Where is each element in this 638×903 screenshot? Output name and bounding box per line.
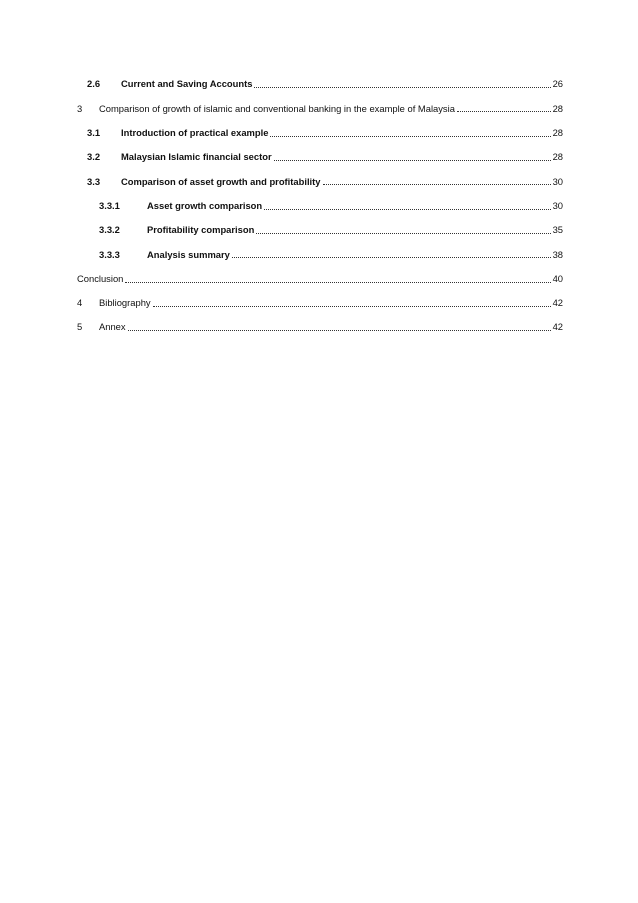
dot-leader bbox=[153, 297, 551, 307]
toc-entry-number: 3.1 bbox=[87, 127, 101, 139]
toc-entry-title: Asset growth comparison bbox=[147, 199, 263, 211]
toc-entry-3-2 bbox=[77, 145, 563, 169]
toc-entry-title: Comparison of growth of islamic and conventional banking in the example of Malaysia bbox=[99, 102, 455, 114]
toc-entry-page: 30 bbox=[552, 199, 563, 211]
toc-entry-number: 3.3.2 bbox=[99, 224, 120, 236]
toc-entry-title: Comparison of asset growth and profitability bbox=[121, 175, 321, 187]
dot-leader bbox=[128, 321, 551, 331]
toc-entry-page: 42 bbox=[552, 321, 563, 333]
toc-entry-page: 28 bbox=[552, 102, 563, 114]
toc-entry-3-3-2 bbox=[77, 218, 563, 242]
toc-entry-page: 40 bbox=[552, 272, 563, 284]
dot-leader bbox=[256, 224, 550, 234]
toc-entry-3-3-3 bbox=[77, 242, 563, 266]
dot-leader bbox=[254, 78, 550, 88]
toc-entry-page: 28 bbox=[552, 151, 563, 163]
toc-entry-number: 3.3.1 bbox=[99, 199, 120, 211]
toc-entry-number: 3.2 bbox=[87, 151, 101, 163]
dot-leader bbox=[125, 273, 550, 283]
toc-entry-number: 5 bbox=[77, 321, 83, 333]
dot-leader bbox=[323, 175, 551, 185]
toc-entry-number: 3.3.3 bbox=[99, 248, 120, 260]
toc-entry-2-6 bbox=[77, 72, 563, 96]
toc-entry-page: 38 bbox=[552, 248, 563, 260]
toc-entry-3 bbox=[77, 96, 563, 120]
toc-entry-page: 30 bbox=[552, 175, 563, 187]
toc-entry-3-3 bbox=[77, 169, 563, 193]
dot-leader bbox=[232, 248, 551, 258]
dot-leader bbox=[457, 102, 551, 112]
toc-entry-4 bbox=[77, 291, 563, 315]
toc-entry-title: Introduction of practical example bbox=[121, 127, 269, 139]
toc-entry-title: Current and Saving Accounts bbox=[121, 78, 253, 90]
table-of-contents bbox=[77, 72, 563, 339]
toc-entry-3-3-1 bbox=[77, 193, 563, 217]
toc-entry-page: 42 bbox=[552, 297, 563, 309]
toc-entry-title: Annex bbox=[99, 321, 126, 333]
toc-entry-title: Profitability comparison bbox=[147, 224, 255, 236]
toc-entry-number: 2.6 bbox=[87, 78, 101, 90]
toc-entry-number: 3.3 bbox=[87, 175, 101, 187]
toc-entry-number: 4 bbox=[77, 297, 83, 309]
toc-entry-title: Analysis summary bbox=[147, 248, 230, 260]
toc-entry-conclusion bbox=[77, 266, 563, 290]
toc-entry-title: Malaysian Islamic financial sector bbox=[121, 151, 272, 163]
toc-entry-5 bbox=[77, 315, 563, 339]
toc-entry-3-1 bbox=[77, 121, 563, 145]
dot-leader bbox=[274, 151, 551, 161]
toc-entry-number: 3 bbox=[77, 102, 83, 114]
toc-entry-title: Conclusion bbox=[77, 272, 124, 284]
dot-leader bbox=[270, 127, 550, 137]
toc-entry-title: Bibliography bbox=[99, 297, 151, 309]
toc-entry-page: 28 bbox=[552, 127, 563, 139]
dot-leader bbox=[264, 200, 550, 210]
toc-entry-page: 35 bbox=[552, 224, 563, 236]
toc-entry-page: 26 bbox=[552, 78, 563, 90]
